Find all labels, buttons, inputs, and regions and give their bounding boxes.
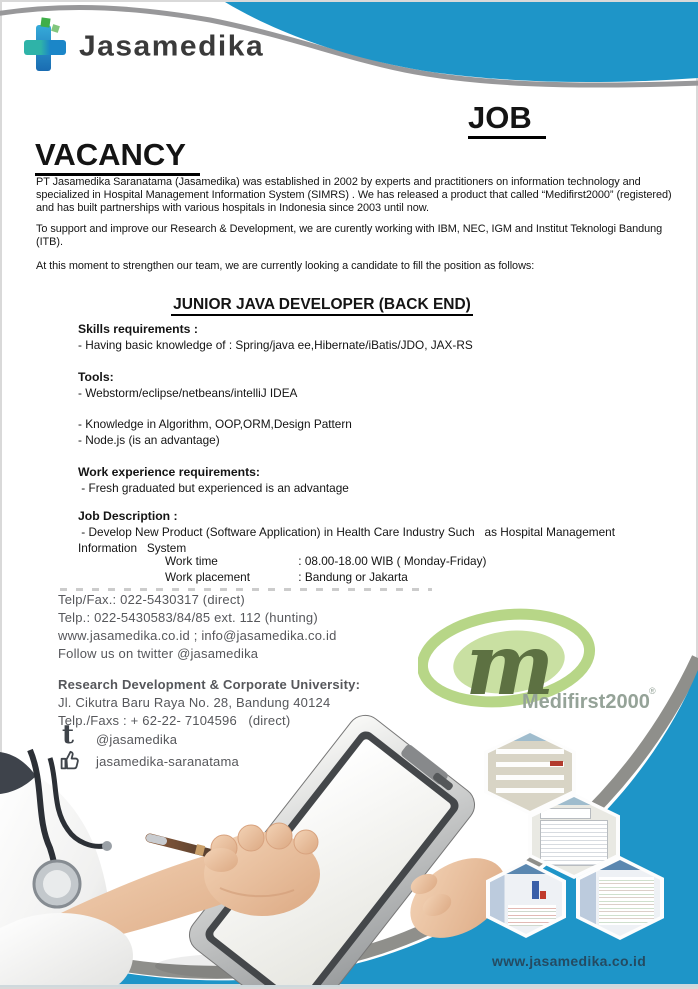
doctor-tablet-photo (0, 688, 565, 985)
medifirst-monogram: m (465, 615, 555, 714)
medifirst-wordmark: Medifirst2000 (522, 691, 650, 713)
twitter-handle[interactable]: @jasamedika (96, 732, 178, 747)
experience-item: - Fresh graduated but experienced is an advantage (78, 481, 349, 495)
tools-section (78, 369, 297, 401)
work-placement-label: Work placement (165, 570, 251, 584)
work-time-label: Work time (165, 554, 218, 568)
contact-phone-fax-clipped: Telp/Fax.: 022-5430317 (direct) (58, 595, 245, 607)
rd-corporate-heading: Research Development & Corporate University: (58, 677, 361, 692)
experience-heading: Work experience requirements: (78, 465, 260, 479)
contact-twitter-note: Follow us on twitter @jasamedika (58, 646, 259, 661)
intro-paragraph-1: PT Jasamedika Saranatama (Jasamedika) was established in 2002 by experts and practitioners on information technology and specialized in Hospital Management Information System (SIMRS) . We has released a product that called “Medifirst2000” (registered) and has built partnerships with various hospitals in Indonesia since 2003 until now. (36, 176, 672, 215)
website-url[interactable]: www.jasamedika.co.id (492, 953, 647, 969)
work-time-value: : 08.00-18.00 WIB ( Monday-Friday) (298, 554, 487, 568)
experience-section (78, 464, 349, 496)
rd-address: Jl. Cikutra Baru Raya No. 28, Bandung 40124 (58, 695, 331, 710)
company-logo-text: Jasamedika (79, 30, 265, 63)
contact-web-email[interactable]: www.jasamedika.co.id ; info@jasamedika.co.id (58, 628, 337, 643)
rd-phone: Telp./Faxs : + 62-22- 7104596 (direct) (58, 713, 291, 728)
job-description-section (78, 508, 615, 556)
page-title-line1: JOB (468, 100, 546, 139)
tools-item-3: - Node.js (is an advantage) (78, 433, 220, 447)
facebook-handle[interactable]: jasamedika-saranatama (96, 754, 239, 769)
work-placement-value: : Bandung or Jakarta (298, 570, 408, 584)
job-description-heading: Job Description : (78, 509, 178, 523)
registered-mark: ® (649, 686, 656, 696)
job-description-item-2: Information System (78, 541, 187, 555)
skills-item: - Having basic knowledge of : Spring/java ee,Hibernate/iBatis/JDO, JAX-RS (78, 338, 473, 352)
skills-heading: Skills requirements : (78, 322, 198, 336)
clipped-text-remnants (60, 588, 432, 591)
medical-plus-icon (24, 20, 68, 72)
contact-phone: Telp.: 022-5430583/84/85 ext. 112 (hunting) (58, 610, 318, 625)
tools-item-2: - Knowledge in Algorithm, OOP,ORM,Design Pattern (78, 417, 352, 431)
position-title: JUNIOR JAVA DEVELOPER (BACK END) (0, 296, 644, 314)
tools-section-continued (78, 416, 352, 448)
page-title-line2: VACANCY (35, 137, 200, 176)
tools-item-1: - Webstorm/eclipse/netbeans/intelliJ IDEA (78, 386, 298, 400)
twitter-icon: t (62, 720, 75, 750)
tools-heading: Tools: (78, 370, 114, 384)
company-logo (24, 18, 324, 74)
intro-paragraph-2: To support and improve our Research & Development, we are curently working with IBM, NEC, IGM and Institut Teknologi Bandung (ITB). (36, 223, 663, 249)
work-time-row (165, 554, 486, 568)
work-placement-row (165, 570, 408, 584)
skills-section (78, 321, 473, 353)
job-description-item-1: - Develop New Product (Software Application) in Health Care Industry Such as Hospital Management (78, 525, 616, 539)
intro-paragraph-3: At this moment to strengthen our team, we are currently looking a candidate to fill the position as follows: (36, 260, 535, 272)
